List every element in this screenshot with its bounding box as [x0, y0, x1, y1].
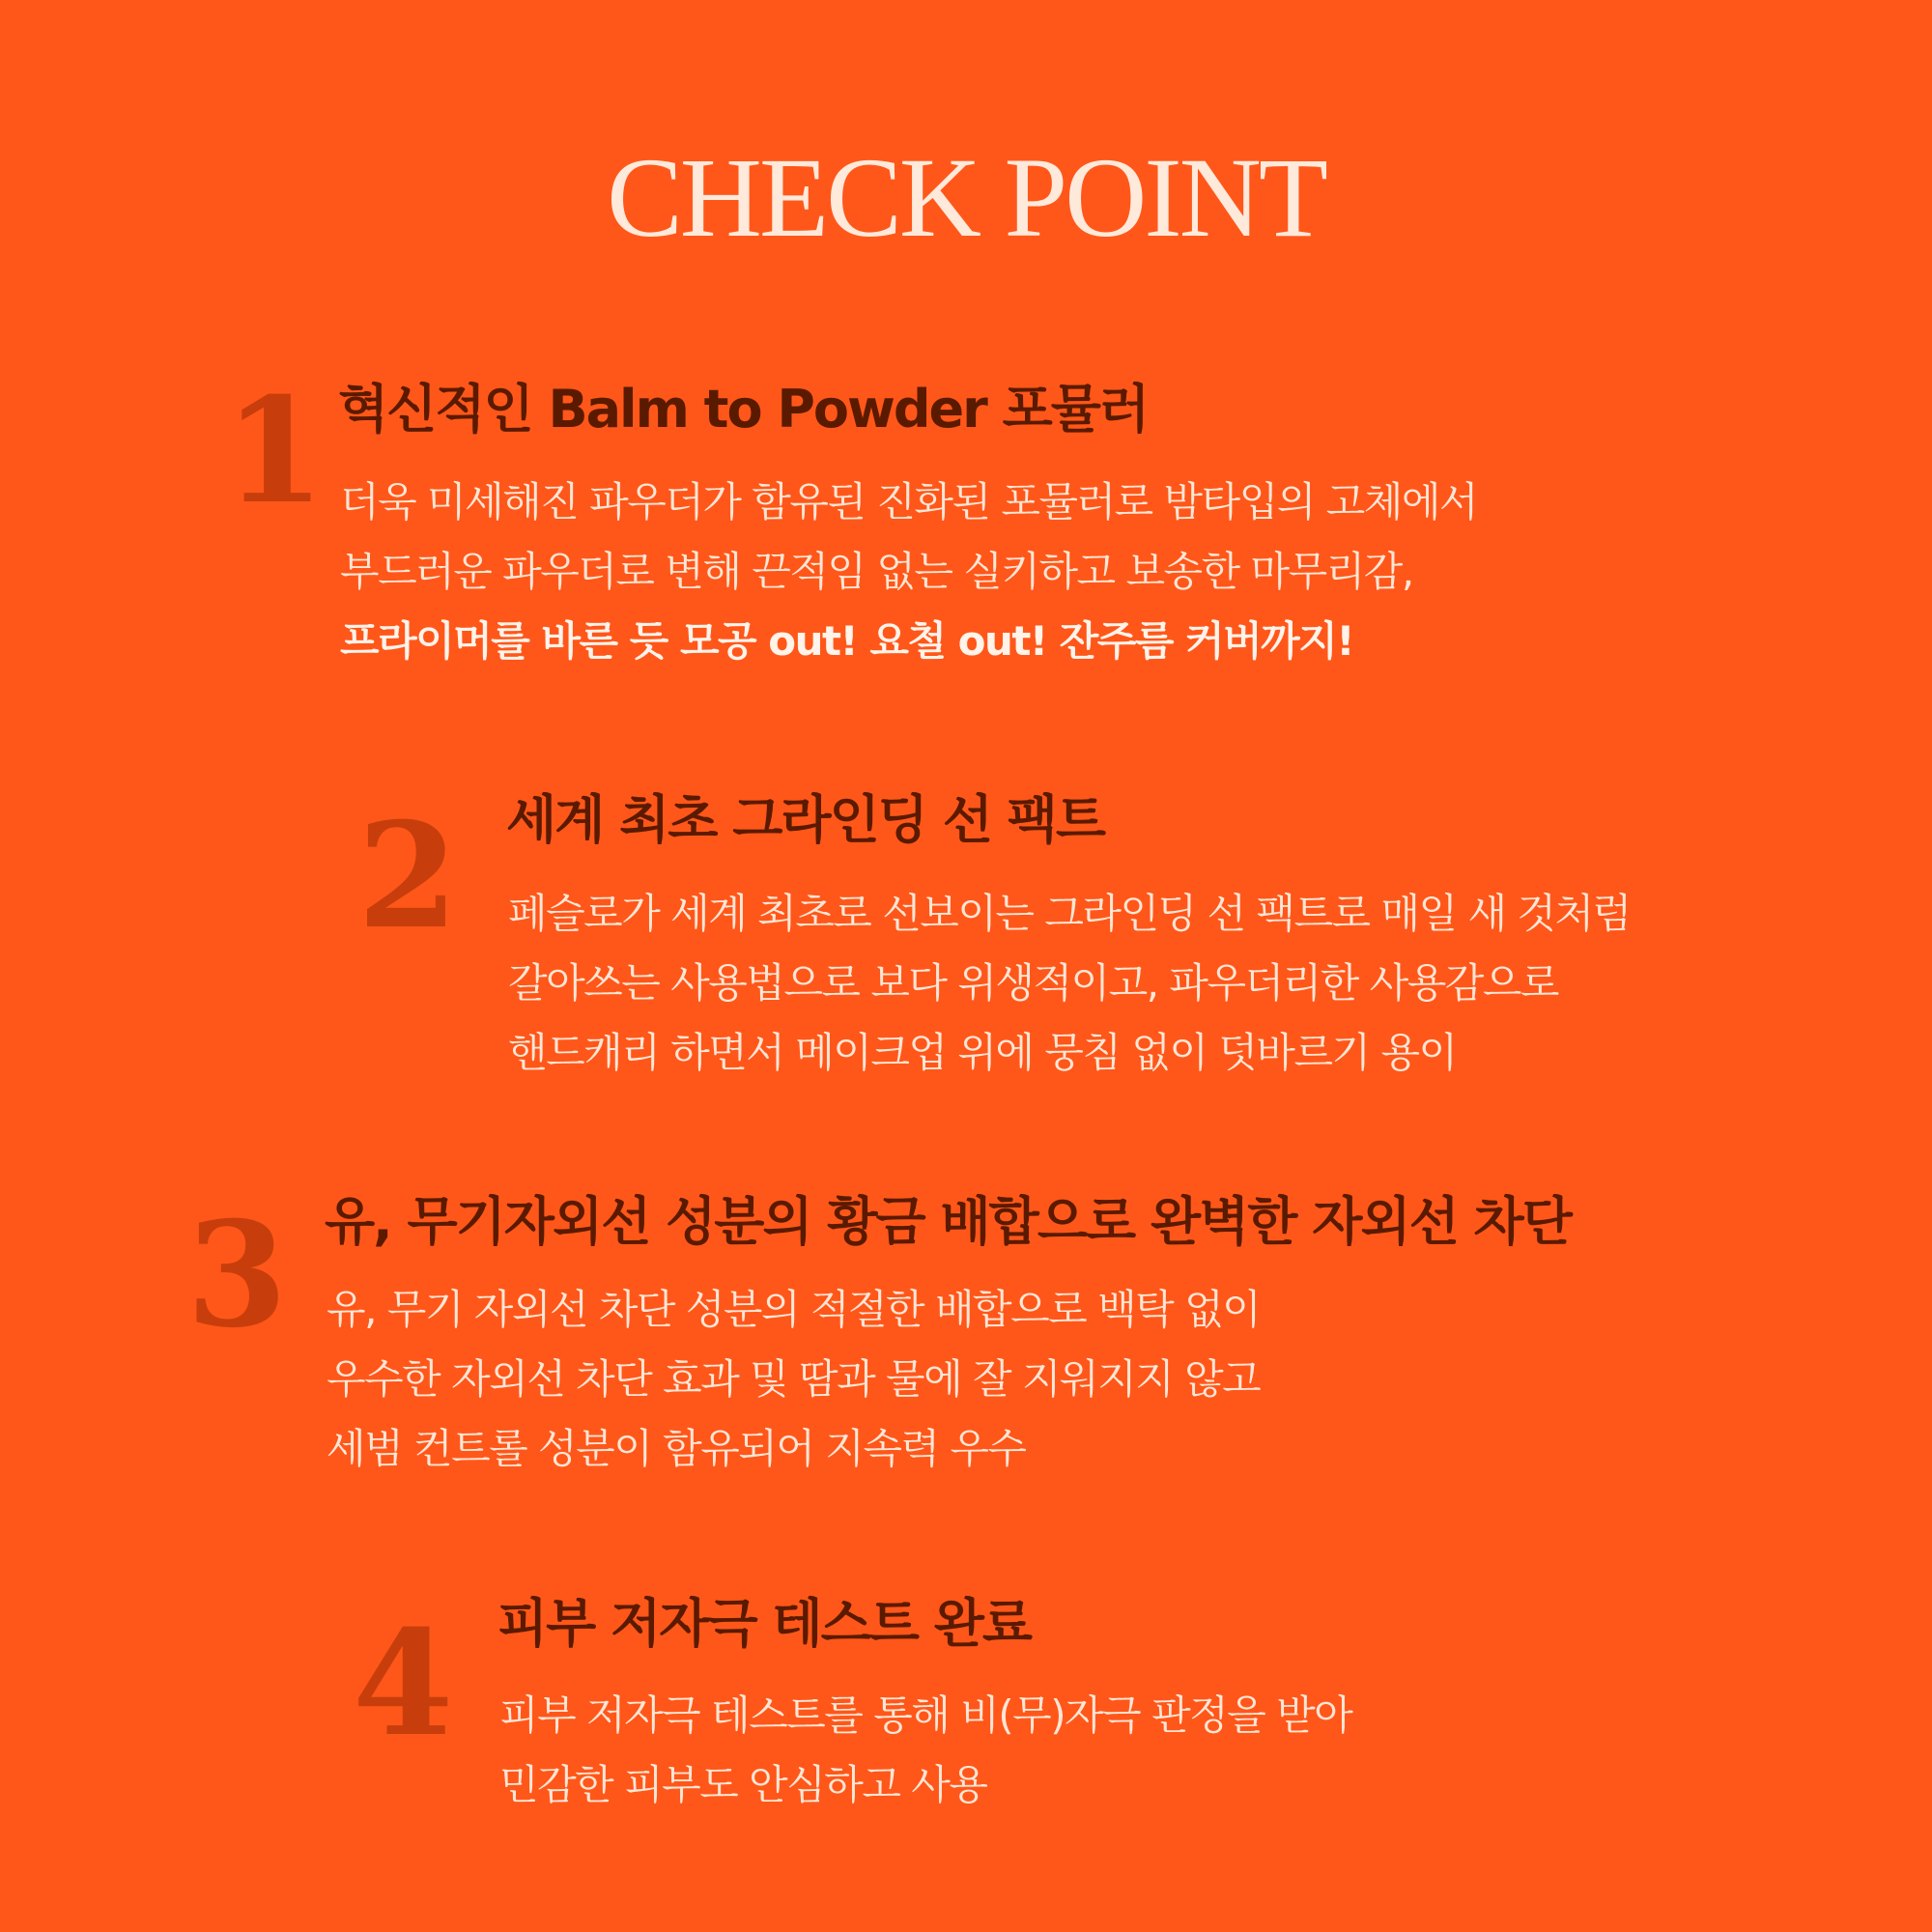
point-description	[499, 1681, 1351, 1820]
point-number: 4	[353, 1599, 454, 1769]
description-line: 우수한 자외선 차단 효과 및 땀과 물에 잘 지워지지 않고	[327, 1355, 1261, 1403]
point-number: 1	[224, 366, 326, 536]
description-line: 세범 컨트롤 성분이 함유되어 지속력 우수	[327, 1425, 1026, 1472]
point-heading: 혁신적인 Balm to Powder 포뮬러	[338, 379, 1149, 440]
page-title: CHECK POINT	[607, 134, 1325, 261]
description-line: 더욱 미세해진 파우더가 함유된 진화된 포뮬러로 밤타입의 고체에서	[340, 478, 1477, 526]
point-number: 3	[186, 1190, 288, 1360]
point-number: 2	[357, 791, 459, 961]
description-line: 피부 저자극 테스트를 통해 비(무)자극 판정을 받아	[499, 1691, 1352, 1739]
point-description	[340, 468, 1477, 676]
point-description	[508, 879, 1631, 1088]
description-line: 유, 무기 자외선 차단 성분의 적절한 배합으로 백탁 없이	[327, 1286, 1261, 1333]
description-line-highlight: 프라이머를 바른 듯 모공 out! 요철 out! 잔주름 커버까지!	[340, 617, 1353, 665]
point-heading: 세계 최초 그라인딩 선 팩트	[506, 789, 1105, 850]
description-line: 민감한 피부도 안심하고 사용	[499, 1761, 987, 1808]
description-line: 갈아쓰는 사용법으로 보다 위생적이고, 파우더리한 사용감으로	[508, 959, 1558, 1007]
point-description	[327, 1275, 1260, 1484]
point-heading: 피부 저자극 테스트 완료	[497, 1593, 1032, 1654]
description-line: 페슬로가 세계 최초로 선보이는 그라인딩 선 팩트로 매일 새 것처럼	[508, 890, 1631, 937]
description-line: 핸드캐리 하면서 메이크업 위에 뭉침 없이 덧바르기 용이	[508, 1029, 1457, 1076]
description-line: 부드러운 파우더로 변해 끈적임 없는 실키하고 보송한 마무리감,	[340, 548, 1413, 595]
point-heading: 유, 무기자외선 성분의 황금 배합으로 완벽한 자외선 차단	[325, 1191, 1571, 1252]
